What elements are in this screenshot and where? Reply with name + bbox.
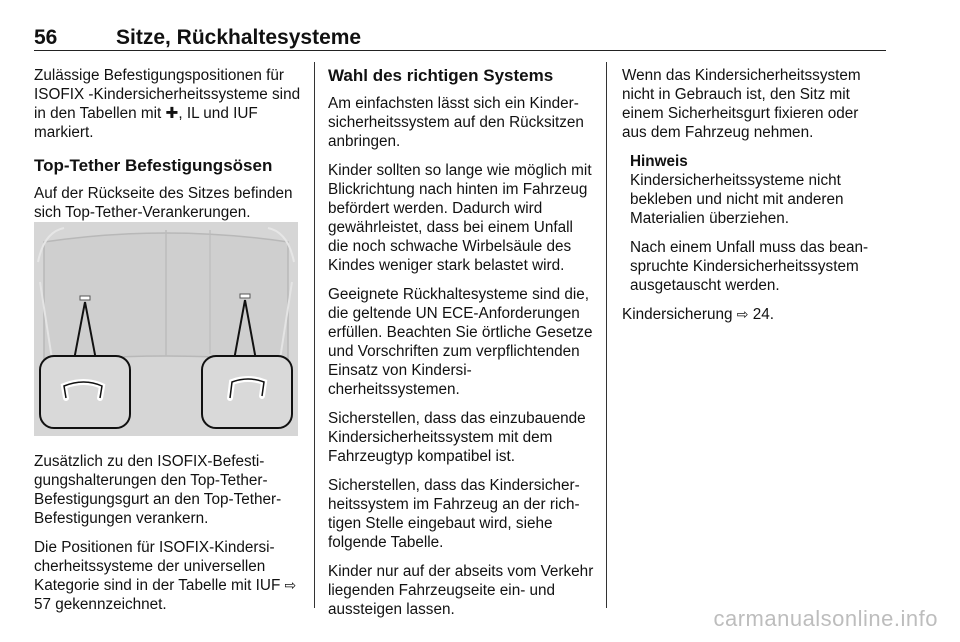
note-title: Hinweis xyxy=(630,153,688,170)
column-2 xyxy=(328,66,596,629)
page-ref-arrow-icon: ⇨ xyxy=(736,306,749,322)
paragraph: Geeignete Rückhaltesysteme sind die, die geltende UN ECE-Anforderungen erfüllen. Beachten Sie örtliche Gesetze und Vorschriften zum verpflichtenden Einsatz von Kindersicherheitssystemen. xyxy=(328,286,593,398)
paragraph: Wenn das Kindersicherheitssystem nicht in Gebrauch ist, den Sitz mit einem Sicherheitsgurt fixieren oder aus dem Fahrzeug nehmen. xyxy=(622,67,861,141)
heading-wahl: Wahl des richtigen Systems xyxy=(328,66,554,85)
page-ref-link[interactable]: 57 gekennzeichnet. xyxy=(34,596,167,613)
heading-top-tether: Top-Tether Befestigungsösen xyxy=(34,156,273,175)
note-paragraph: Nach einem Unfall muss das beanspruchte Kindersicherheitssystem ausgetauscht werden. xyxy=(630,239,869,294)
text: Die Positionen für ISOFIX-Kindersicherheitssysteme der universellen Kategorie sind in der Tabelle mit IUF xyxy=(34,539,285,594)
page-header xyxy=(34,26,886,51)
page-number: 56 xyxy=(34,26,58,49)
paragraph: Kinder nur auf der abseits vom Verkehr liegenden Fahrzeugseite ein- und aussteigen lassen. xyxy=(328,563,594,618)
paragraph xyxy=(34,66,302,142)
note-box xyxy=(630,152,886,295)
paragraph: Sicherstellen, dass das Kindersicherheitssystem im Fahrzeug an der richtigen Stelle eingebaut wird, siehe folgende Tabelle. xyxy=(328,477,580,551)
text: Kindersicherung xyxy=(622,306,737,323)
watermark: carmanualsonline.info xyxy=(713,606,938,631)
paragraph: Am einfachsten lässt sich ein Kindersicherheitssystem auf den Rücksitzen anbringen. xyxy=(328,95,584,150)
text: , IL und IUF markiert. xyxy=(34,105,258,141)
text: Zulässige Befestigungspositionen für ISOFIX -Kindersicherheitssysteme sind in den Tabellen mit xyxy=(34,67,301,122)
paragraph xyxy=(622,305,886,324)
plus-icon: ✚ xyxy=(165,105,179,122)
paragraph: Auf der Rückseite des Sitzes befinden sich Top-Tether-Verankerungen. xyxy=(34,185,293,221)
column-1-bottom xyxy=(34,452,302,624)
paragraph: Kinder sollten so lange wie möglich mit Blickrichtung nach hinten im Fahrzeug befördert werden. Dadurch wird gewährleistet, dass bei einem Unfall die noch schwache Wirbelsäule des Kindes weniger stark belastet wird. xyxy=(328,162,592,274)
section-title: Sitze, Rückhaltesysteme xyxy=(116,26,362,49)
paragraph: Zusätzlich zu den ISOFIX-Befestigungshalterungen den Top-Tether-Befestigungsgurt an den Top-Tether-Befestigungen verankern. xyxy=(34,453,282,527)
top-tether-illustration xyxy=(34,222,298,436)
page-ref-arrow-icon: ⇨ xyxy=(284,577,297,593)
seat-back-drawing xyxy=(34,222,298,436)
paragraph: Sicherstellen, dass das einzubauende Kindersicherheitssystem mit dem Fahrzeugtyp kompatibel ist. xyxy=(328,410,586,465)
page-ref-link[interactable]: 24. xyxy=(748,306,775,323)
column-1 xyxy=(34,66,302,232)
column-divider xyxy=(314,62,315,608)
column-divider xyxy=(606,62,607,608)
paragraph xyxy=(34,538,302,614)
note-paragraph: Kindersicherheitssysteme nicht bekleben und nicht mit anderen Materialien überziehen. xyxy=(630,172,844,227)
column-3 xyxy=(622,66,886,334)
